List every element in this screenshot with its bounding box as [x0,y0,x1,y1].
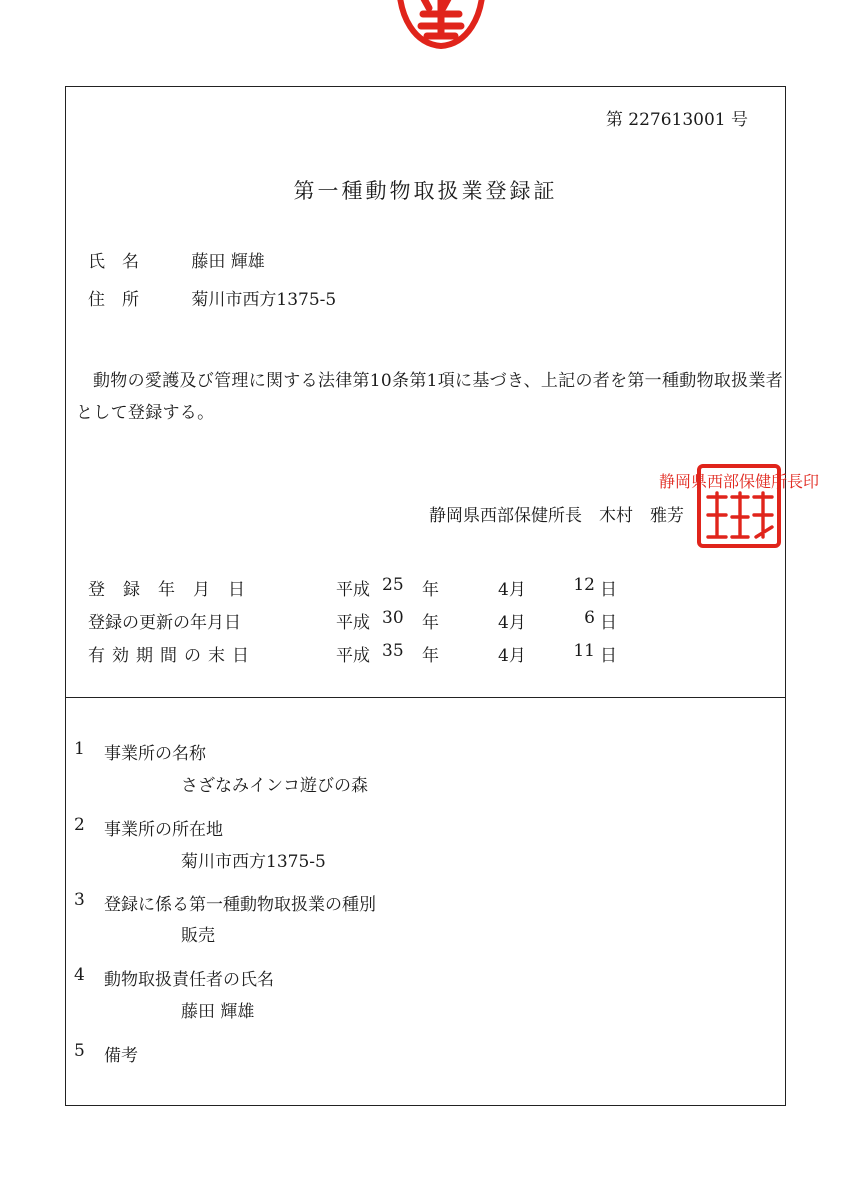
official-red-seal [658,463,820,549]
section-divider [66,697,785,698]
month-1: 4月 [498,580,526,600]
era-1: 平成 [336,580,370,600]
era-3: 平成 [336,646,370,666]
issuer-name: 静岡県西部保健所長 木村 雅芳 [429,506,684,526]
seal-text-1: 静岡県西部保健所長印 [658,472,820,491]
year-unit-1: 年 [422,580,439,600]
address-row [88,285,336,310]
year-2: 30 [382,608,404,628]
item-4-number: 4 [74,965,85,985]
month-2: 4月 [498,613,526,633]
item-5-heading: 備考 [104,1046,138,1066]
item-3-heading: 登録に係る第一種動物取扱業の種別 [104,895,376,915]
item-1-value: さざなみインコ遊びの森 [181,776,368,796]
day-unit-1: 日 [600,580,617,600]
address-value: 菊川市西方1375-5 [191,290,337,310]
year-1: 25 [382,575,404,595]
name-row [88,247,265,272]
item-3-number: 3 [74,890,85,910]
date-label-1-text: 登録年月日 [88,580,263,600]
year-unit-3: 年 [422,646,439,666]
year-unit-2: 年 [422,613,439,633]
certificate-number: 第 227613001 号 [605,110,748,130]
day-unit-2: 日 [600,613,617,633]
month-3: 4月 [498,646,526,666]
name-value: 藤田 輝雄 [191,252,265,272]
day-unit-3: 日 [600,646,617,666]
date-label-1 [88,575,270,600]
address-label: 住 所 [88,290,139,310]
item-5-number: 5 [74,1041,85,1061]
registration-statement: 動物の愛護及び管理に関する法律第10条第1項に基づき、上記の者を第一種動物取扱業者として登録する。 [76,371,784,423]
date-label-3: 有効期間の末日 [88,646,256,666]
item-3-value: 販売 [181,926,215,946]
era-2: 平成 [336,613,370,633]
year-3: 35 [382,641,404,661]
item-4-value: 藤田 輝雄 [181,1002,255,1022]
name-label: 氏 名 [88,252,139,272]
certificate-frame [65,86,820,1106]
item-2-number: 2 [74,815,85,835]
top-red-stamp [393,0,489,48]
item-4-heading: 動物取扱責任者の氏名 [104,970,274,990]
certificate-title: 第一種動物取扱業登録証 [293,179,558,203]
date-label-2: 登録の更新の年月日 [88,613,241,633]
item-1-heading: 事業所の名称 [104,744,206,764]
item-2-value: 菊川市西方1375-5 [181,852,326,872]
day-2: 6 [584,608,595,628]
day-3: 11 [573,641,595,661]
day-1: 12 [573,575,595,595]
item-2-heading: 事業所の所在地 [104,820,223,840]
item-1-number: 1 [74,739,85,759]
